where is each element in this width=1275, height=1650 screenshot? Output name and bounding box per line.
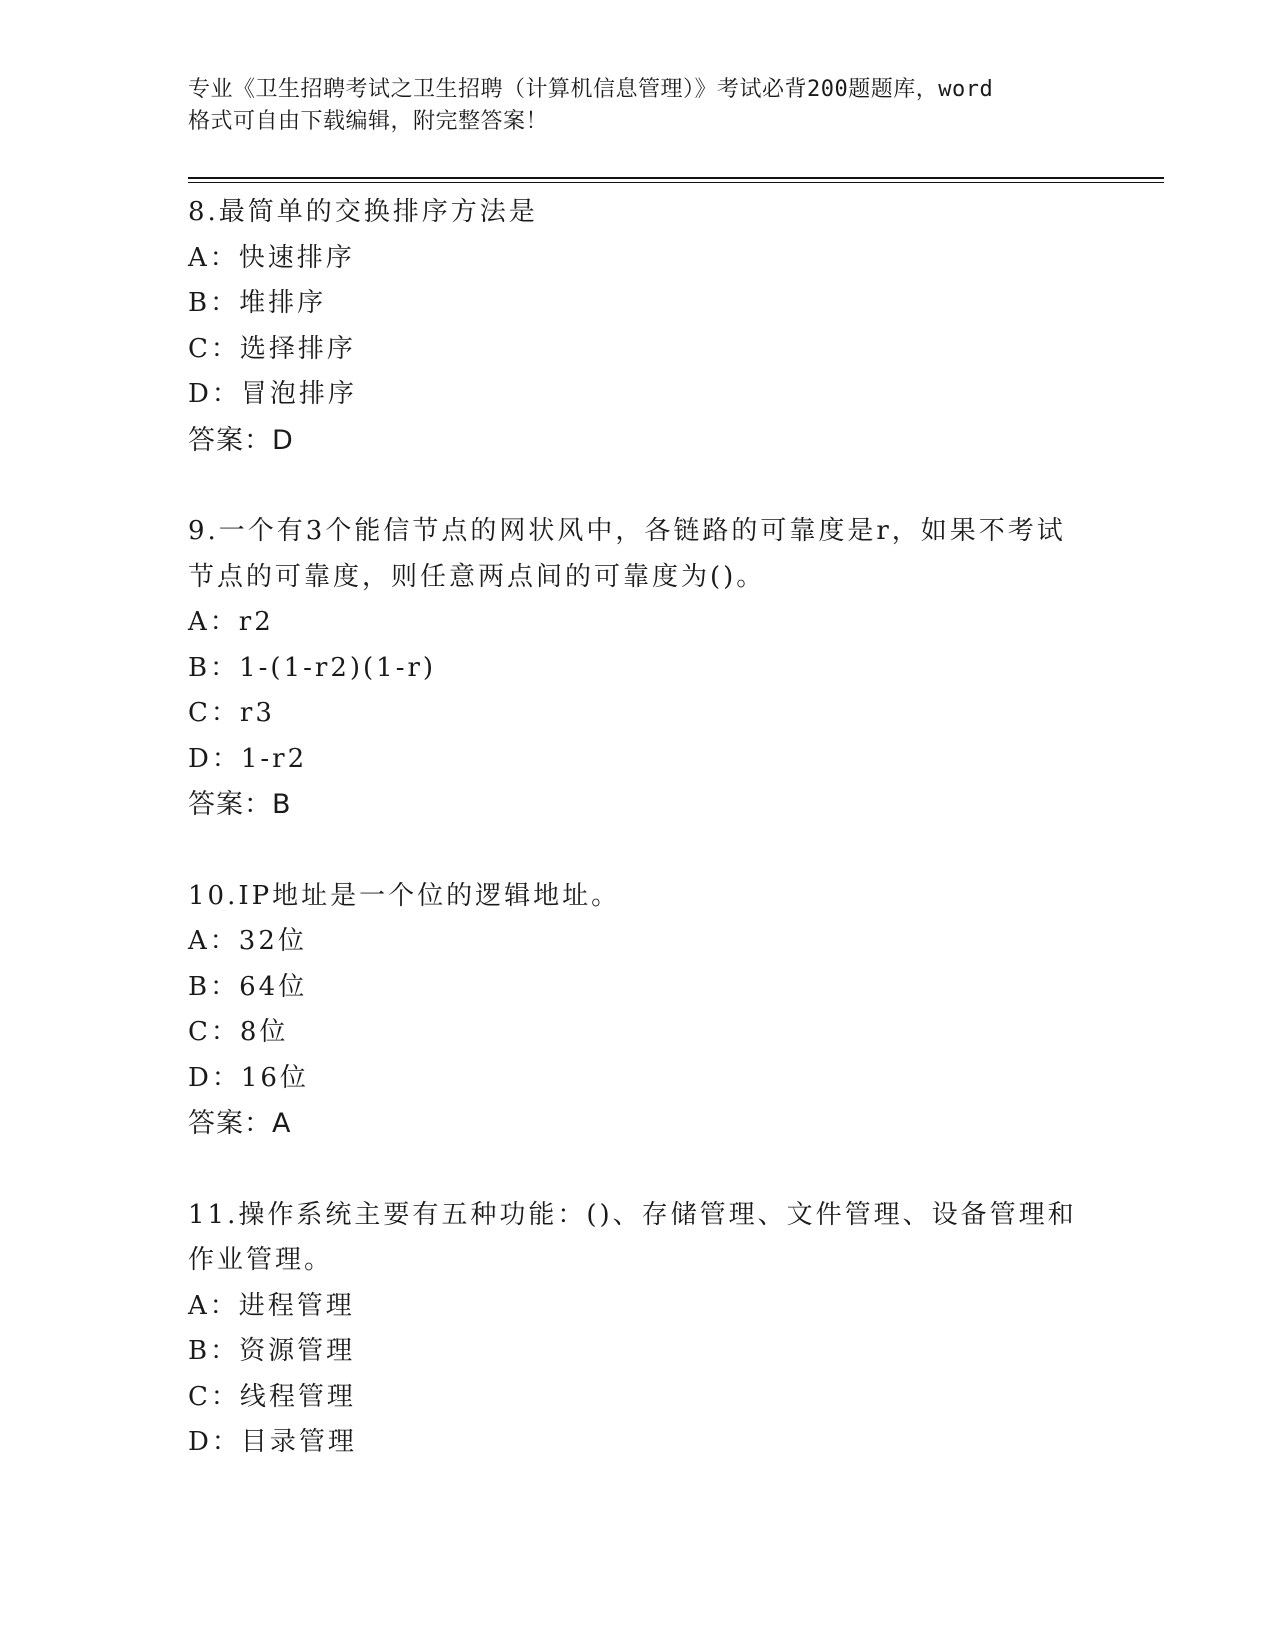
question-8 [188, 190, 1088, 463]
option-d: D：16位 [188, 1062, 309, 1093]
header-divider-thin [188, 182, 1164, 183]
question-stem: 10.IP地址是一个位的逻辑地址。 [188, 880, 621, 911]
option-b: B：1-(1-r2)(1-r) [188, 652, 437, 683]
document-header [188, 74, 1088, 138]
header-line-2: 格式可自由下载编辑，附完整答案！ [188, 109, 549, 134]
header-divider-thick [188, 177, 1164, 179]
answer-text: 答案：B [188, 789, 292, 820]
option-b: B：资源管理 [188, 1336, 356, 1366]
option-a: A：32位 [188, 926, 307, 956]
question-stem: 8.最简单的交换排序方法是 [188, 197, 538, 227]
option-c: C：8位 [188, 1017, 289, 1047]
option-a: A：进程管理 [188, 1290, 355, 1321]
option-a: A：r2 [188, 607, 274, 637]
question-stem-continued: 节点的可靠度，则任意两点间的可靠度为()。 [188, 561, 766, 592]
question-9 [188, 509, 1088, 828]
question-stem-continued: 作业管理。 [188, 1245, 334, 1275]
answer-text: 答案：D [188, 424, 294, 456]
question-10 [188, 874, 1088, 1147]
question-stem: 11.操作系统主要有五种功能：()、存储管理、文件管理、设备管理和 [188, 1199, 1077, 1230]
question-stem: 9.一个有3个能信节点的网状风中，各链路的可靠度是r，如果不考试 [188, 516, 1066, 546]
question-list [188, 190, 1088, 1512]
option-d: D：1-r2 [188, 743, 308, 774]
option-a: A：快速排序 [188, 242, 355, 273]
question-11 [188, 1193, 1088, 1466]
option-d: D：冒泡排序 [188, 379, 357, 409]
option-c: C：线程管理 [188, 1381, 356, 1412]
option-b: B：堆排序 [188, 288, 327, 318]
option-d: D：目录管理 [188, 1427, 357, 1457]
option-c: C：选择排序 [188, 333, 356, 364]
header-line-1: 专业《卫生招聘考试之卫生招聘（计算机信息管理）》考试必背200题题库，word [188, 77, 994, 102]
option-c: C：r3 [188, 698, 275, 728]
answer-text: 答案：A [188, 1108, 292, 1139]
option-b: B：64位 [188, 971, 308, 1002]
